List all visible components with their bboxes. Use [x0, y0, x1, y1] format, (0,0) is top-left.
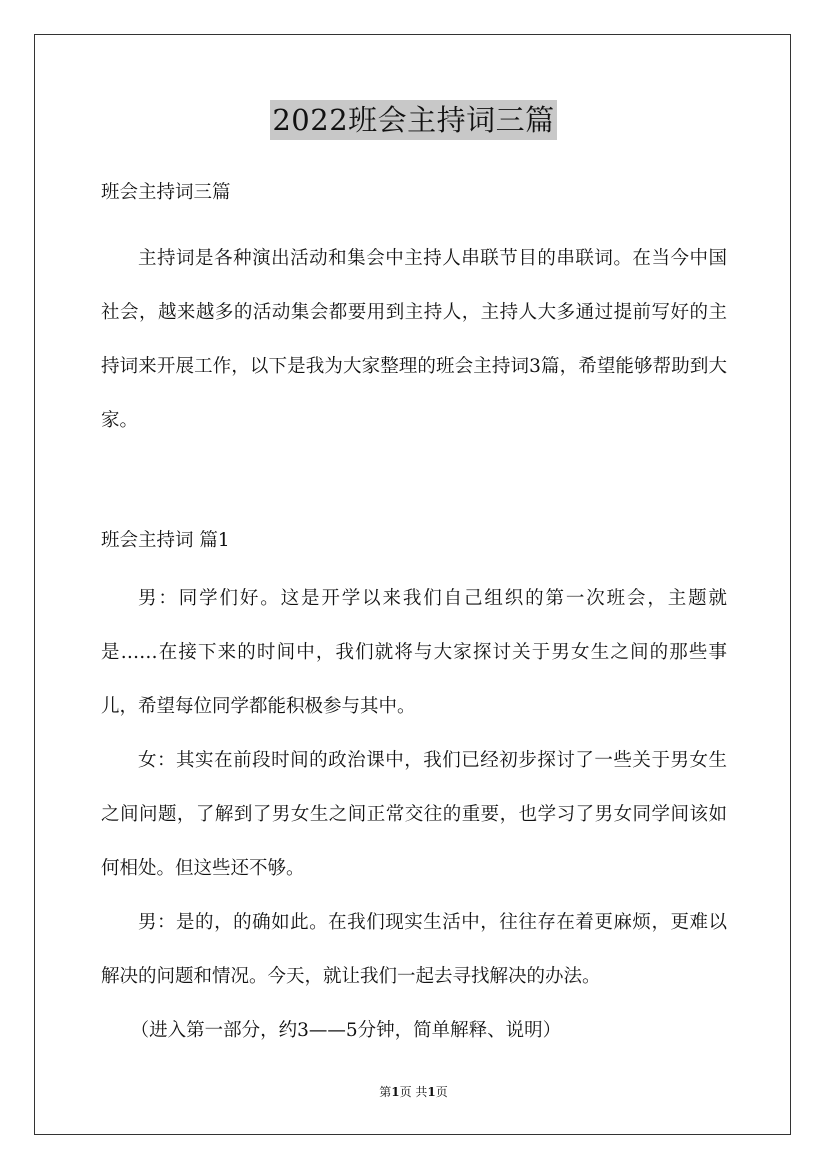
dialogue-paragraph: 男：同学们好。这是开学以来我们自己组织的第一次班会，主题就是……在接下来的时间中，我们就将与大家探讨关于男女生之间的那些事儿，希望每位同学都能积极参与其中。	[101, 588, 727, 717]
subtitle: 班会主持词三篇	[101, 182, 231, 203]
footer-mid: 页 共	[399, 1085, 428, 1099]
dialogue-paragraph: 女：其实在前段时间的政治课中，我们已经初步探讨了一些关于男女生之间问题，了解到了男女生之间正常交往的重要，也学习了男女同学间该如何相处。但这些还不够。	[101, 750, 727, 879]
page-footer	[0, 1083, 827, 1101]
footer-prefix: 第	[379, 1085, 392, 1099]
title-container	[0, 100, 827, 140]
spacer	[101, 564, 727, 572]
footer-suffix: 页	[435, 1085, 448, 1099]
spacer	[101, 216, 727, 232]
section-heading: 班会主持词 篇1	[101, 530, 230, 551]
document-body	[101, 170, 727, 1058]
document-title: 2022班会主持词三篇	[270, 100, 556, 140]
spacer	[101, 448, 727, 518]
stage-note: （进入第一部分，约3——5分钟，简单解释、说明）	[130, 1020, 562, 1041]
intro-paragraph: 主持词是各种演出活动和集会中主持人串联节目的串联词。在当今中国社会，越来越多的活动集会都要用到主持人，主持人大多通过提前写好的主持词来开展工作，以下是我为大家整理的班会主持词3篇，希望能够帮助到大家。	[101, 248, 727, 431]
dialogue-paragraph: 男：是的，的确如此。在我们现实生活中，往往存在着更麻烦，更难以解决的问题和情况。今天，就让我们一起去寻找解决的办法。	[101, 912, 727, 987]
footer-page-number: 1	[391, 1085, 400, 1099]
footer-total-pages: 1	[427, 1085, 436, 1099]
